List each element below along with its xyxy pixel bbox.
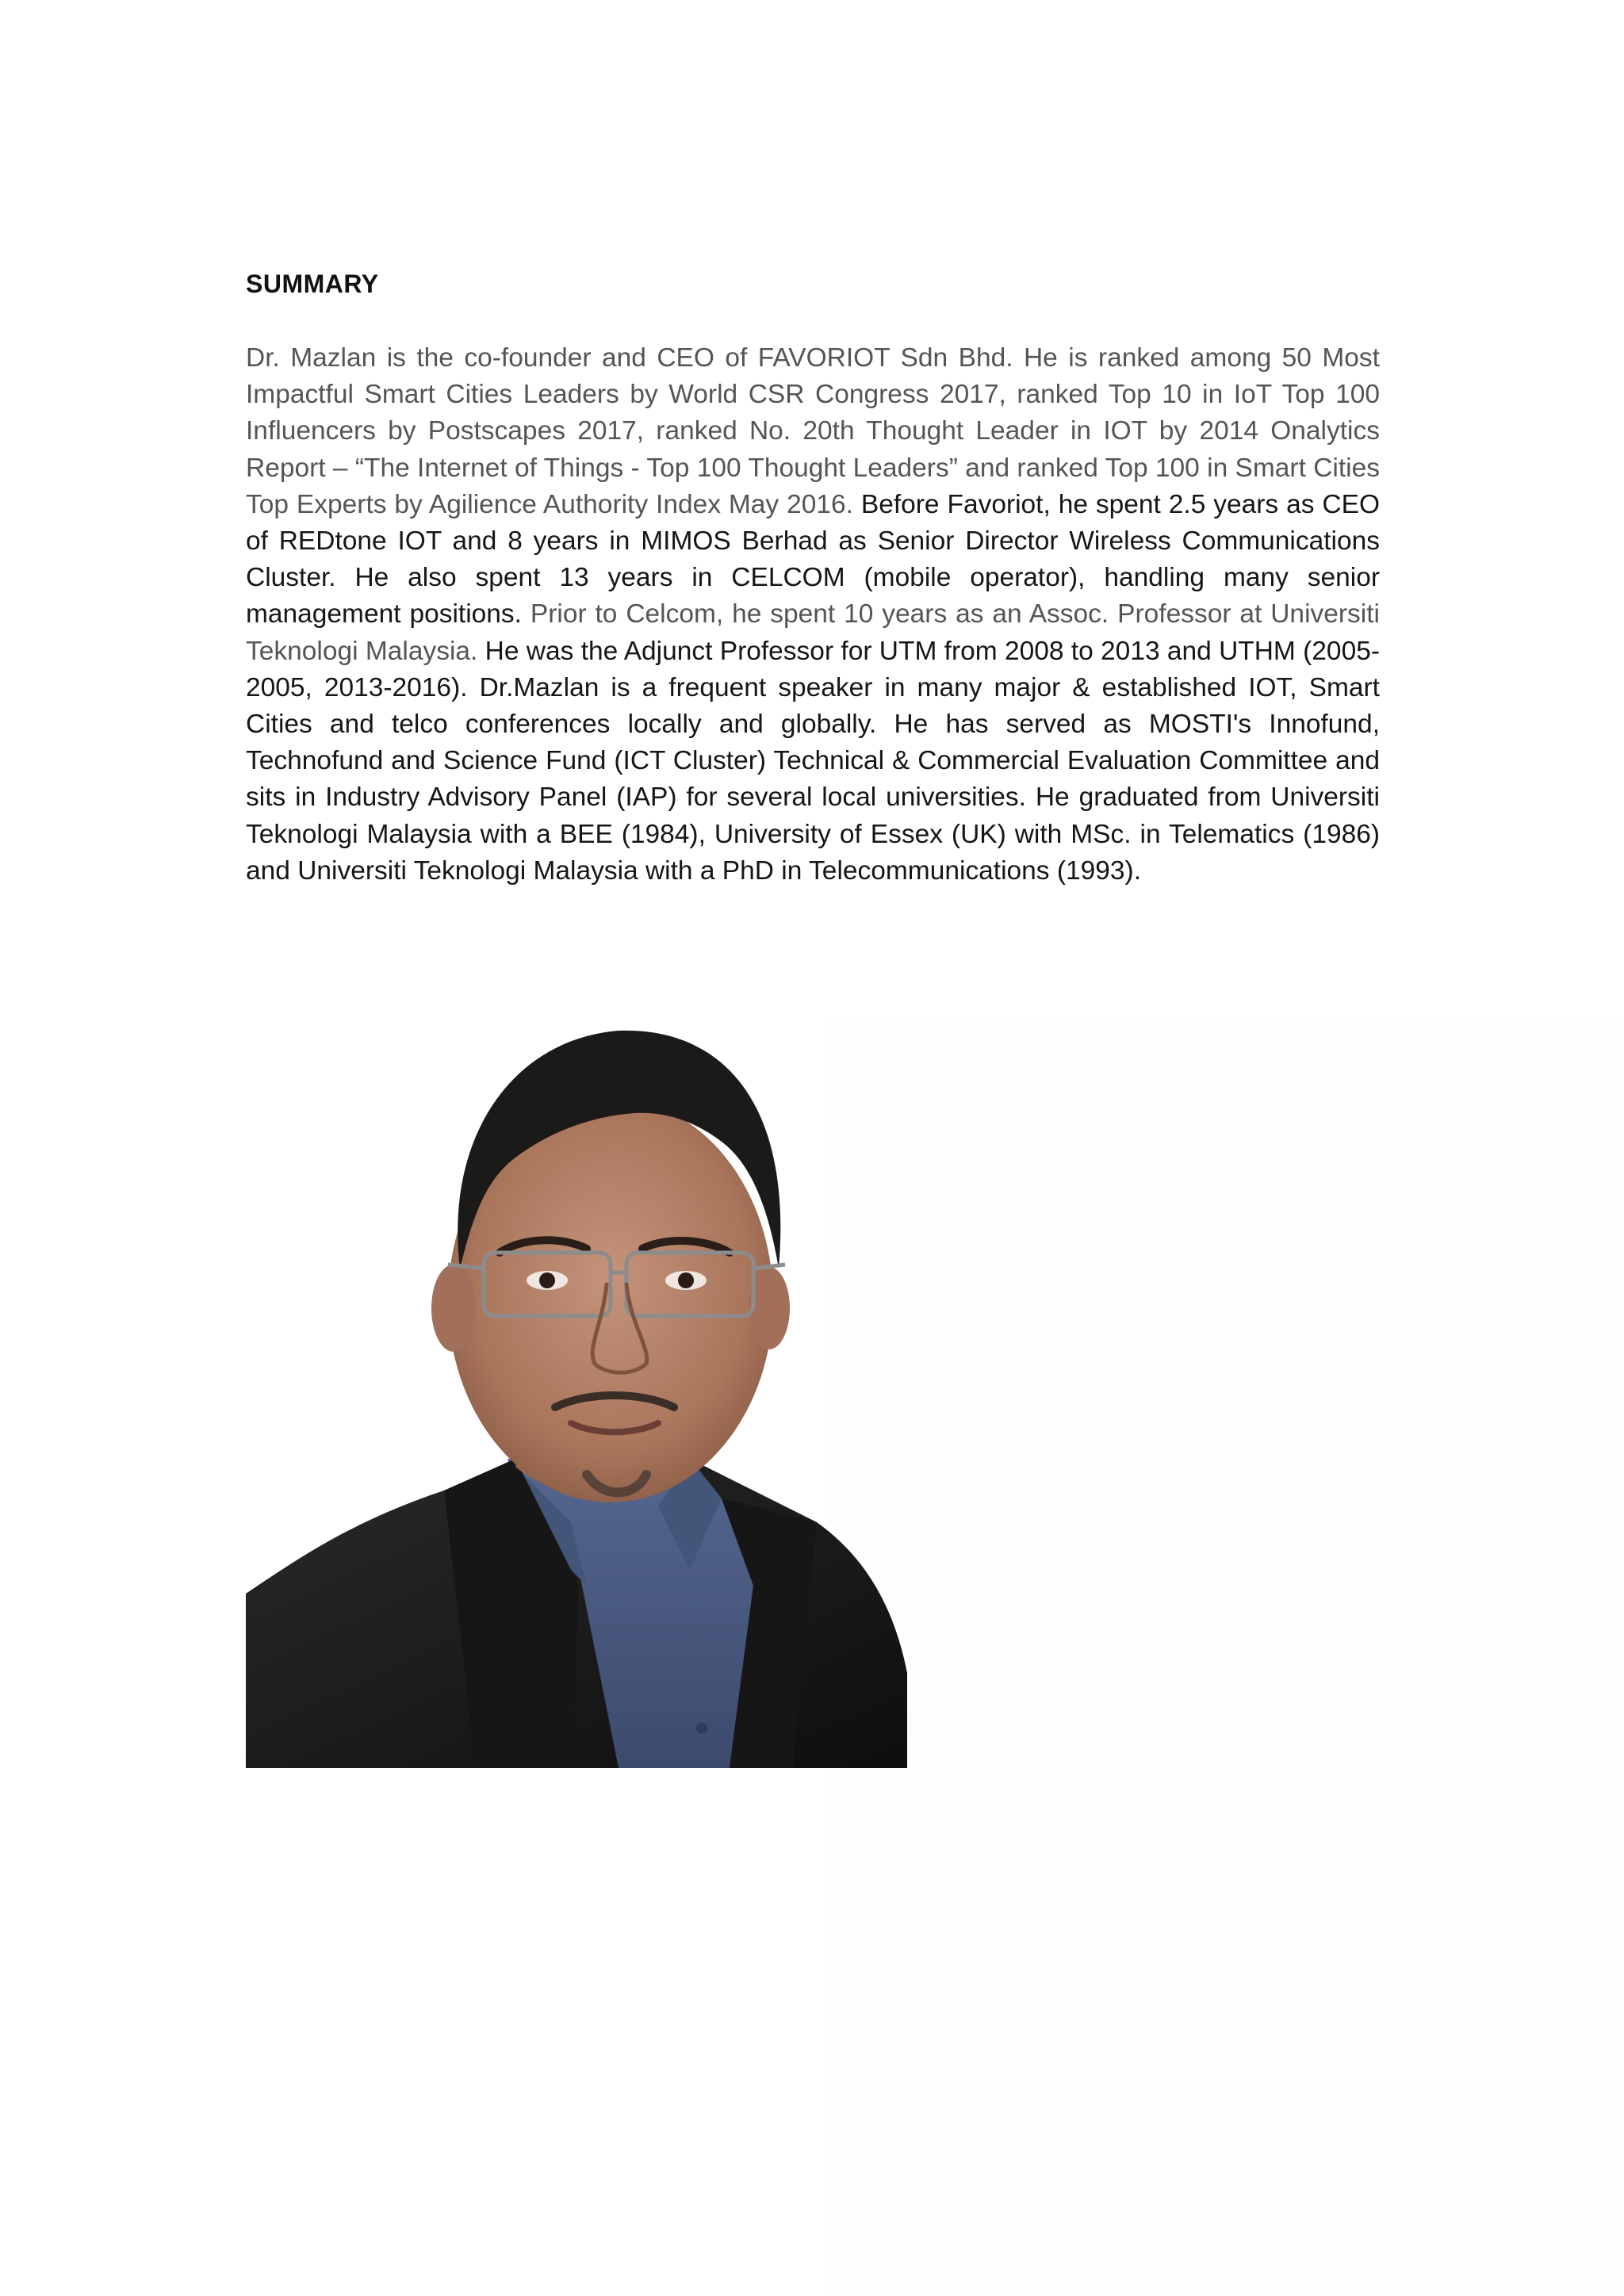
portrait-photo xyxy=(246,1015,907,1768)
page-background-tint xyxy=(825,1023,1624,2296)
summary-paragraph xyxy=(246,340,1380,890)
summary-segment-education: He was the Adjunct Professor for UTM from 2008 to 2013 and UTHM (2005-2005, 2013-2016). Dr.Mazlan is a frequent speaker in many major & established IOT, Smart Cities and telco conferences locally and globally. He has served as MOSTI's Innofund, Technofund and Science Fund (ICT Cluster) Technical & Commercial Evaluation Committee and sits in Industry Advisory Panel (IAP) for several local universities. He graduated from Universiti Teknologi Malaysia with a BEE (1984), University of Essex (UK) with MSc. in Telematics (1986) and Universiti Teknologi Malaysia with a PhD in Telecommunications (1993). xyxy=(246,636,1380,886)
summary-section xyxy=(246,270,1380,890)
summary-segment-career: Before Favoriot, he spent 2.5 years as CEO of REDtone IOT and 8 years in MIMOS Berhad as Senior Director Wireless Communications Cluster. He also spent 13 years in CELCOM (mobile operator), handling many senior management positions. xyxy=(246,489,1381,629)
shirt-button xyxy=(696,1723,707,1734)
ear-left xyxy=(431,1265,476,1352)
summary-segment-academia: Prior to Celcom, he spent 10 years as an Assoc. Professor at Universiti Teknologi Malaysia. xyxy=(246,599,1380,666)
portrait-illustration xyxy=(246,1015,907,1768)
summary-segment-awards: Dr. Mazlan is the co-founder and CEO of FAVORIOT Sdn Bhd. He is ranked among 50 Most Impactful Smart Cities Leaders by World CSR Congress 2017, ranked Top 10 in IoT Top 100 Influencers by Postscapes 2017, ranked No. 20th Thought Leader in IOT by 2014 Onalytics Report – “The Internet of Things - Top 100 Thought Leaders” and ranked Top 100 in Smart Cities Top Experts by Agilience Authority Index May 2016. xyxy=(246,343,1380,519)
section-heading: SUMMARY xyxy=(246,270,379,298)
